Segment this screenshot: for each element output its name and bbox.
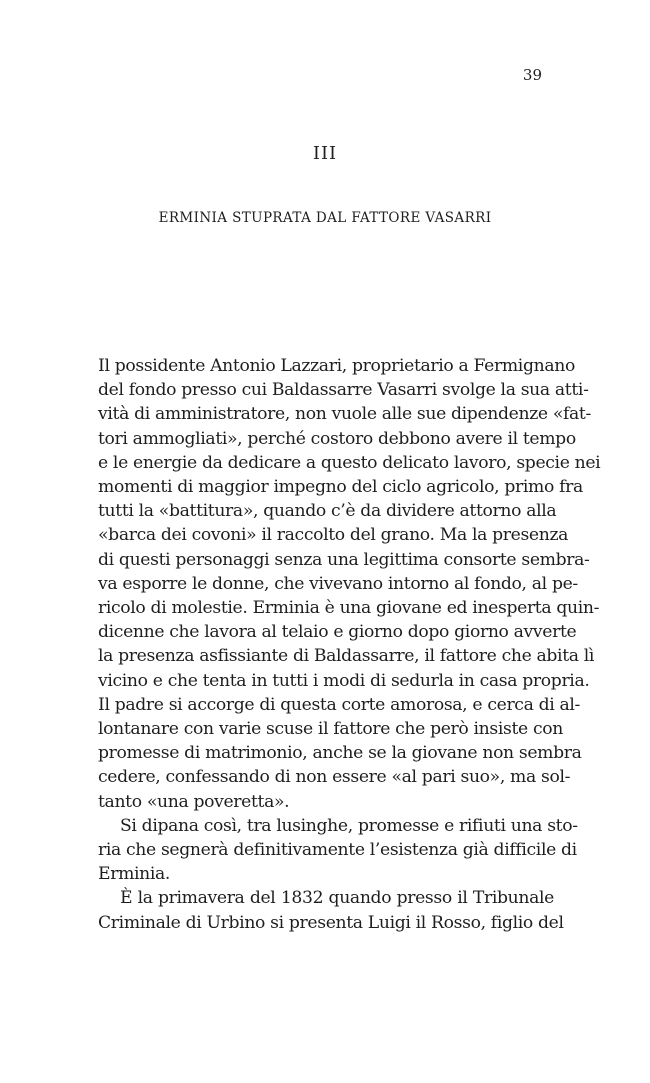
text-line: Il possidente Antonio Lazzari, proprietario a Fermignano xyxy=(98,356,575,376)
text-line: «barca dei covoni» il raccolto del grano. Ma la presenza xyxy=(98,525,569,546)
text-line: e le energie da dedicare a questo delicato lavoro, specie nei xyxy=(98,452,601,473)
text-line: lontanare con varie scuse il fattore che però insiste con xyxy=(98,719,563,740)
text-line: Criminale di Urbino si presenta Luigi il Rosso, figlio del xyxy=(98,912,564,933)
text-line: tori ammogliati», perché costoro debbono avere il tempo xyxy=(98,428,576,449)
text-line: ricolo di molestie. Erminia è una giovane ed inesperta quin- xyxy=(98,598,600,619)
text-line: ria che segnerà definitivamente l’esistenza già difficile di xyxy=(98,840,577,861)
text-line: vità di amministratore, non vuole alle sue dipendenze «fat- xyxy=(98,404,591,425)
chapter-title: ERMINIA STUPRATA DAL FATTORE VASARRI xyxy=(158,210,492,226)
text-line: del fondo presso cui Baldassarre Vasarri svolge la sua atti- xyxy=(98,380,589,401)
text-line: di questi personaggi senza una legittima consorte sembra- xyxy=(98,549,590,570)
text-line: Erminia. xyxy=(98,864,171,885)
text-line: È la primavera del 1832 quando presso il Tribunale xyxy=(120,888,554,909)
body-text xyxy=(98,354,601,935)
text-line: dicenne che lavora al telaio e giorno dopo giorno avverte xyxy=(98,622,577,643)
text-line: promesse di matrimonio, anche se la giovane non sembra xyxy=(98,743,582,764)
text-line: Si dipana così, tra lusinghe, promesse e rifiuti una sto- xyxy=(120,815,578,836)
chapter-numeral: III xyxy=(312,143,338,164)
text-line: va esporre le donne, che vivevano intorno al fondo, al pe- xyxy=(98,573,578,594)
text-line: momenti di maggior impegno del ciclo agricolo, primo fra xyxy=(98,477,583,498)
page-number: 39 xyxy=(522,66,542,84)
text-line: la presenza asfissiante di Baldassarre, il fattore che abita lì xyxy=(98,646,595,667)
text-line: tanto «una poveretta». xyxy=(98,791,290,812)
text-line: cedere, confessando di non essere «al pari suo», ma sol- xyxy=(98,767,571,788)
text-line: Il padre si accorge di questa corte amorosa, e cerca di al- xyxy=(98,694,581,715)
text-line: vicino e che tenta in tutti i modi di sedurla in casa propria. xyxy=(98,670,590,691)
text-line: tutti la «battitura», quando c’è da dividere attorno alla xyxy=(98,501,557,522)
